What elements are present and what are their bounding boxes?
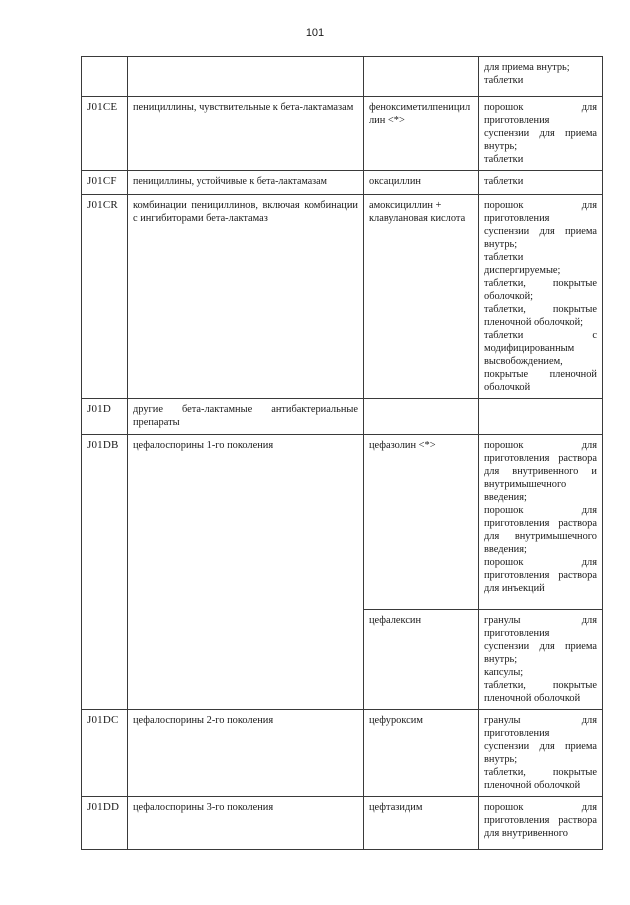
group-cell: цефалоспорины 1-го поколения — [128, 435, 364, 710]
group-cell: цефалоспорины 2-го поколения — [128, 710, 364, 797]
dosage-form: таблетки, покрытые оболочкой; — [484, 278, 597, 302]
group-cell — [128, 57, 364, 97]
dosage-form: таблетки, покрытые пленочной оболочкой — [484, 680, 597, 704]
drug-name-cell: феноксиметилпенициллин <*> — [364, 97, 479, 171]
table-row — [82, 97, 603, 171]
dosage-form-cell — [479, 195, 603, 399]
atc-code-cell: J01DB — [82, 435, 128, 710]
group-cell: пенициллины, чувствительные к бета-лактамазам — [128, 97, 364, 171]
table-row — [82, 171, 603, 195]
dosage-form: порошок для приготовления раствора для внутримышечного введения; — [484, 505, 597, 555]
dosage-form: порошок для приготовления раствора для внутривенного и внутримышечного введения; — [484, 440, 597, 503]
dosage-form: таблетки с модифицированным высвобождением, покрытые пленочной оболочкой — [484, 330, 597, 393]
drug-name-cell — [364, 57, 479, 97]
dosage-form-cell — [479, 435, 603, 610]
table-row — [82, 57, 603, 97]
dosage-form: порошок для приготовления раствора для внутривенного — [484, 802, 597, 839]
drug-name-cell: цефазолин <*> — [364, 435, 479, 610]
dosage-form-cell — [479, 797, 603, 850]
table-row — [82, 710, 603, 797]
drug-name-cell: цефтазидим — [364, 797, 479, 850]
drug-name-cell: цефуроксим — [364, 710, 479, 797]
dosage-form: таблетки, покрытые пленочной оболочкой — [484, 767, 597, 791]
atc-code-cell: J01D — [82, 399, 128, 435]
atc-code-cell — [82, 57, 128, 97]
dosage-form: капсулы; — [484, 667, 524, 678]
dosage-form: таблетки — [484, 75, 524, 86]
atc-code-cell: J01CE — [82, 97, 128, 171]
drug-name-cell: амоксициллин + клавулановая кислота — [364, 195, 479, 399]
dosage-form-cell — [479, 399, 603, 435]
atc-code-cell: J01CF — [82, 171, 128, 195]
atc-code-cell: J01DD — [82, 797, 128, 850]
table-row — [82, 435, 603, 610]
drug-table — [81, 56, 603, 850]
dosage-form-cell — [479, 610, 603, 710]
atc-code-cell: J01DC — [82, 710, 128, 797]
dosage-form: гранулы для приготовления суспензии для приема внутрь; — [484, 715, 597, 765]
page-number: 101 — [305, 27, 325, 39]
dosage-form-cell — [479, 97, 603, 171]
table-row — [82, 399, 603, 435]
dosage-form: таблетки — [484, 176, 524, 187]
dosage-form-cell — [479, 57, 603, 97]
dosage-form: порошок для приготовления суспензии для приема внутрь; — [484, 200, 597, 250]
group-cell: пенициллины, устойчивые к бета-лактамазам — [128, 171, 364, 195]
dosage-form: таблетки, покрытые пленочной оболочкой; — [484, 304, 597, 328]
dosage-form: порошок для приготовления суспензии для приема внутрь; — [484, 102, 597, 152]
dosage-form: для приема внутрь; — [484, 62, 570, 73]
atc-code-cell: J01CR — [82, 195, 128, 399]
dosage-form-cell — [479, 710, 603, 797]
dosage-form: порошок для приготовления раствора для инъекций — [484, 557, 597, 594]
drug-name-cell: цефалексин — [364, 610, 479, 710]
drug-name-cell — [364, 399, 479, 435]
group-cell: другие бета-лактамные антибактериальные препараты — [128, 399, 364, 435]
group-cell: комбинации пенициллинов, включая комбинации с ингибиторами бета-лактамаз — [128, 195, 364, 399]
dosage-form: гранулы для приготовления суспензии для приема внутрь; — [484, 615, 597, 665]
group-cell: цефалоспорины 3-го поколения — [128, 797, 364, 850]
table-row — [82, 195, 603, 399]
dosage-form-cell — [479, 171, 603, 195]
drug-name-cell: оксациллин — [364, 171, 479, 195]
table-row — [82, 797, 603, 850]
dosage-form: таблетки — [484, 154, 524, 165]
dosage-form: таблетки диспергируемые; — [484, 252, 561, 276]
